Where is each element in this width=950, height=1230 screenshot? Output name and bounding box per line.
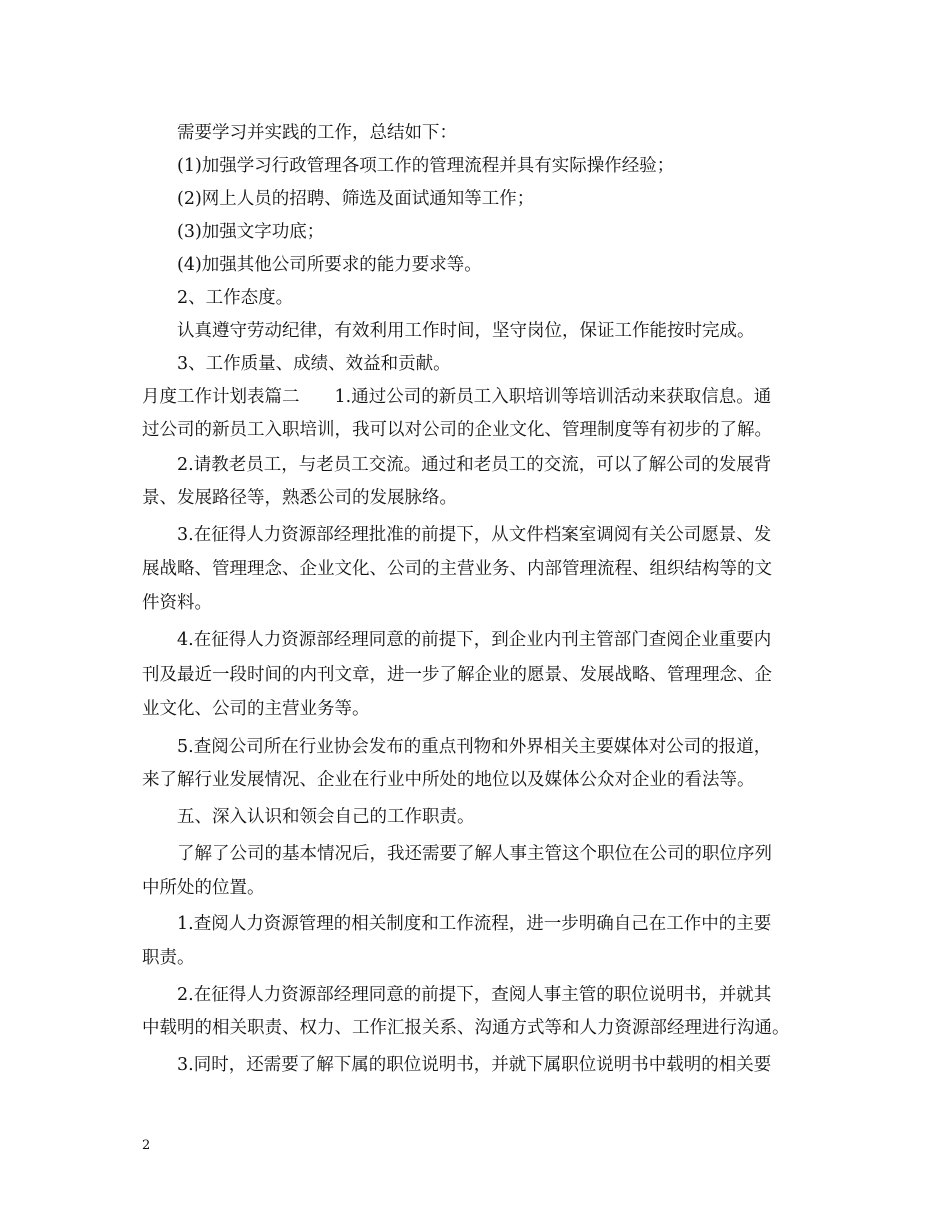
text-line: 了解了公司的基本情况后，我还需要了解人事主管这个职位在公司的职位序列: [177, 844, 772, 864]
text-line: 职责。: [142, 948, 195, 968]
text-line: 展战略、管理理念、企业文化、公司的主营业务、内部管理流程、组织结构等的文: [142, 559, 772, 579]
text-line: 3.在征得人力资源部经理批准的前提下，从文件档案室调阅有关公司愿景、发: [177, 525, 772, 545]
text-line: 需要学习并实践的工作，总结如下：: [177, 123, 457, 143]
text-line: 中载明的相关职责、权力、工作汇报关系、沟通方式等和人力资源部经理进行沟通。: [142, 1018, 790, 1038]
text-line: 3、工作质量、成绩、效益和贡献。: [177, 354, 451, 374]
text-line: 3.同时，还需要了解下属的职位说明书，并就下属职位说明书中载明的相关要: [177, 1055, 772, 1075]
text-line: 过公司的新员工入职培训，我可以对公司的企业文化、管理制度等有初步的了解。: [142, 420, 772, 440]
text-line: 4.在征得人力资源部经理同意的前提下，到企业内刊主管部门查阅企业重要内: [177, 630, 772, 650]
text-line: 件资料。: [142, 593, 212, 613]
text-line: 刊及最近一段时间的内刊文章，进一步了解企业的愿景、发展战略、管理理念、企: [142, 665, 772, 685]
text-line: (1)加强学习行政管理各项工作的管理流程并具有实际操作经验；: [177, 156, 675, 176]
text-line: (4)加强其他公司所要求的能力要求等。: [177, 255, 482, 275]
text-line: 业文化、公司的主营业务等。: [142, 699, 370, 719]
text-line: 2.请教老员工，与老员工交流。通过和老员工的交流，可以了解公司的发展背: [177, 455, 772, 475]
text-line: (2)网上人员的招聘、筛选及面试通知等工作；: [177, 189, 535, 209]
text-line: 五、深入认识和领会自己的工作职责。: [177, 807, 475, 827]
text-line: (3)加强文字功底；: [177, 222, 325, 242]
text-line: 来了解行业发展情况、企业在行业中所处的地位以及媒体公众对企业的看法等。: [142, 770, 755, 790]
text-line: 2、工作态度。: [177, 288, 294, 308]
text-line: 认真遵守劳动纪律，有效利用工作时间，坚守岗位，保证工作能按时完成。: [177, 321, 755, 341]
text-line: 5.查阅公司所在行业协会发布的重点刊物和外界相关主要媒体对公司的报道，: [177, 737, 772, 757]
text-line: 2.在征得人力资源部经理同意的前提下，查阅人事主管的职位说明书，并就其: [177, 985, 772, 1005]
text-line: 中所处的位置。: [142, 878, 265, 898]
page-number: 2: [142, 1138, 151, 1153]
text-line: 1.查阅人力资源管理的相关制度和工作流程，进一步明确自己在工作中的主要: [177, 914, 772, 934]
text-line: 月度工作计划表篇二 1.通过公司的新员工入职培训等培训活动来获取信息。通: [142, 387, 772, 407]
text-line: 景、发展路径等，熟悉公司的发展脉络。: [142, 488, 457, 508]
